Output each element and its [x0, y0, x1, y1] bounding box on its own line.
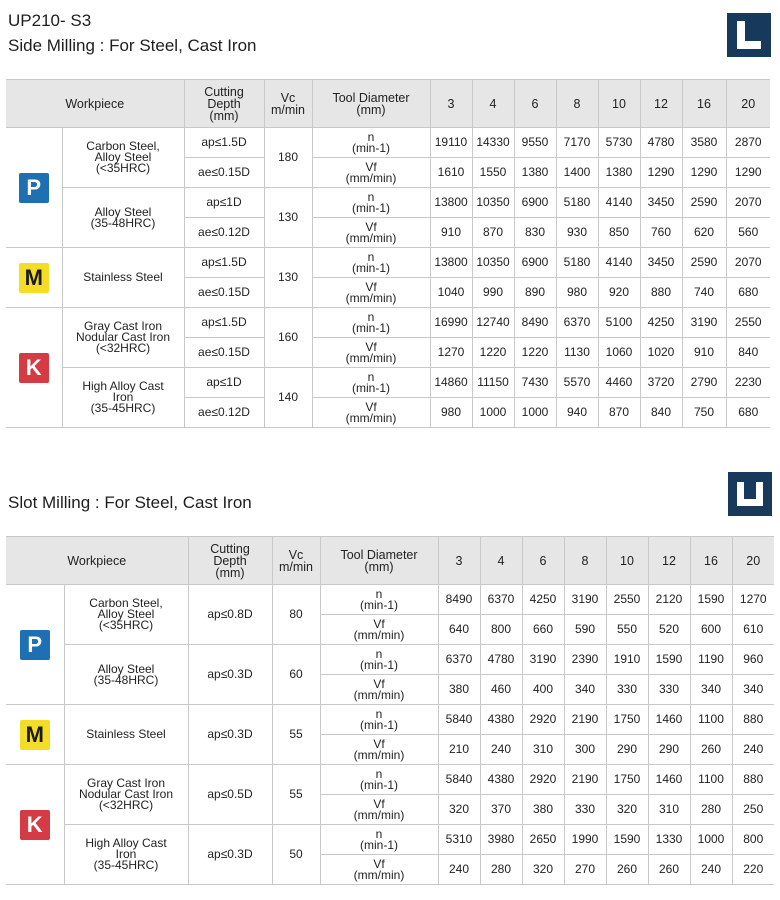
- spindle-speed-value: 6370: [438, 645, 480, 675]
- spindle-speed-value: 6370: [480, 585, 522, 615]
- workpiece-material: Alloy Steel (35-48HRC): [62, 188, 184, 248]
- feed-rate-label: Vf (mm/min): [320, 855, 438, 885]
- table-row: [6, 188, 770, 218]
- feed-rate-value: 620: [682, 218, 726, 248]
- spindle-speed-value: 8490: [438, 585, 480, 615]
- workpiece-material: Carbon Steel, Alloy Steel (<35HRC): [62, 128, 184, 188]
- feed-rate-value: 850: [598, 218, 640, 248]
- feed-rate-value: 910: [430, 218, 472, 248]
- spindle-speed-label: n (min-1): [312, 308, 430, 338]
- spindle-speed-label: n (min-1): [320, 645, 438, 675]
- feed-rate-value: 800: [480, 615, 522, 645]
- spindle-speed-value: 3190: [564, 585, 606, 615]
- spindle-speed-value: 1750: [606, 765, 648, 795]
- material-group-cell: [6, 585, 64, 705]
- spindle-speed-value: 4780: [480, 645, 522, 675]
- feed-rate-value: 610: [732, 615, 774, 645]
- feed-rate-value: 280: [480, 855, 522, 885]
- feed-rate-value: 270: [564, 855, 606, 885]
- feed-rate-value: 1000: [514, 398, 556, 428]
- spindle-speed-value: 5180: [556, 188, 598, 218]
- feed-rate-value: 920: [598, 278, 640, 308]
- feed-rate-value: 930: [556, 218, 598, 248]
- feed-rate-value: 1400: [556, 158, 598, 188]
- ap-value: ap≤0.8D: [188, 585, 272, 645]
- spindle-speed-value: 5840: [438, 765, 480, 795]
- spindle-speed-value: 3980: [480, 825, 522, 855]
- side-milling-icon: [727, 13, 771, 57]
- feed-rate-value: 260: [648, 855, 690, 885]
- spindle-speed-value: 9550: [514, 128, 556, 158]
- workpiece-material: Gray Cast Iron Nodular Cast Iron (<32HRC): [64, 765, 188, 825]
- table-row: [6, 368, 770, 398]
- spindle-speed-label: n (min-1): [320, 585, 438, 615]
- spindle-speed-value: 2070: [726, 188, 770, 218]
- feed-rate-value: 400: [522, 675, 564, 705]
- spindle-speed-value: 14330: [472, 128, 514, 158]
- feed-rate-label: Vf (mm/min): [312, 338, 430, 368]
- feed-rate-value: 560: [726, 218, 770, 248]
- diameter-header: 12: [640, 80, 682, 128]
- feed-rate-value: 1380: [598, 158, 640, 188]
- table-row: [6, 705, 774, 735]
- spindle-speed-value: 3190: [682, 308, 726, 338]
- iso-group-m-badge: M: [19, 263, 49, 293]
- feed-rate-value: 1550: [472, 158, 514, 188]
- feed-rate-value: 300: [564, 735, 606, 765]
- spindle-speed-value: 2870: [726, 128, 770, 158]
- diameter-header: 6: [514, 80, 556, 128]
- diameter-header: 20: [732, 537, 774, 585]
- spindle-speed-value: 3720: [640, 368, 682, 398]
- feed-rate-value: 380: [522, 795, 564, 825]
- feed-rate-value: 600: [690, 615, 732, 645]
- spindle-speed-value: 11150: [472, 368, 514, 398]
- vc-value: 130: [264, 248, 312, 308]
- spindle-speed-value: 2590: [682, 248, 726, 278]
- feed-rate-value: 290: [648, 735, 690, 765]
- spindle-speed-value: 2790: [682, 368, 726, 398]
- spindle-speed-value: 2920: [522, 705, 564, 735]
- vc-value: 55: [272, 705, 320, 765]
- feed-rate-value: 330: [606, 675, 648, 705]
- ap-value: ap≤0.3D: [188, 705, 272, 765]
- table-header-row: [6, 80, 770, 128]
- diameter-header: 8: [564, 537, 606, 585]
- material-group-cell: [6, 765, 64, 885]
- spindle-speed-value: 7170: [556, 128, 598, 158]
- iso-group-m-badge: M: [20, 720, 50, 750]
- spindle-speed-value: 13800: [430, 188, 472, 218]
- feed-rate-value: 680: [726, 278, 770, 308]
- diameter-header: 4: [480, 537, 522, 585]
- spindle-speed-value: 1100: [690, 705, 732, 735]
- feed-rate-value: 660: [522, 615, 564, 645]
- table-row: [6, 128, 770, 158]
- side-milling-table: [6, 79, 770, 428]
- workpiece-material: Carbon Steel, Alloy Steel (<35HRC): [64, 585, 188, 645]
- vc-value: 130: [264, 188, 312, 248]
- spindle-speed-value: 6370: [556, 308, 598, 338]
- feed-rate-label: Vf (mm/min): [312, 158, 430, 188]
- spindle-speed-value: 1460: [648, 765, 690, 795]
- feed-rate-value: 940: [556, 398, 598, 428]
- vc-value: 180: [264, 128, 312, 188]
- feed-rate-value: 640: [438, 615, 480, 645]
- feed-rate-label: Vf (mm/min): [320, 675, 438, 705]
- feed-rate-value: 220: [732, 855, 774, 885]
- spindle-speed-value: 1590: [690, 585, 732, 615]
- ap-value: ap≤1.5D: [184, 308, 264, 338]
- feed-rate-value: 260: [606, 855, 648, 885]
- feed-rate-value: 1290: [682, 158, 726, 188]
- spindle-speed-value: 14860: [430, 368, 472, 398]
- diameter-header: 6: [522, 537, 564, 585]
- spindle-speed-value: 1100: [690, 765, 732, 795]
- side-milling-title: Side Milling : For Steel, Cast Iron: [8, 36, 257, 55]
- ap-value: ap≤0.3D: [188, 645, 272, 705]
- feed-rate-value: 890: [514, 278, 556, 308]
- spindle-speed-value: 3580: [682, 128, 726, 158]
- vc-header: Vc m/min: [272, 537, 320, 585]
- slot-milling-title: Slot Milling : For Steel, Cast Iron: [8, 493, 252, 512]
- ap-value: ap≤1D: [184, 368, 264, 398]
- feed-rate-value: 380: [438, 675, 480, 705]
- diameter-header: 4: [472, 80, 514, 128]
- feed-rate-label: Vf (mm/min): [320, 615, 438, 645]
- feed-rate-value: 1000: [472, 398, 514, 428]
- tool-diameter-header: Tool Diameter (mm): [312, 80, 430, 128]
- feed-rate-value: 240: [690, 855, 732, 885]
- workpiece-header: Workpiece: [6, 537, 188, 585]
- table-row: [6, 825, 774, 855]
- iso-group-p-badge: P: [19, 173, 49, 203]
- spindle-speed-value: 1590: [648, 645, 690, 675]
- feed-rate-value: 1290: [726, 158, 770, 188]
- feed-rate-value: 980: [556, 278, 598, 308]
- workpiece-material: Gray Cast Iron Nodular Cast Iron (<32HRC): [62, 308, 184, 368]
- ae-value: ae≤0.15D: [184, 158, 264, 188]
- spindle-speed-value: 5310: [438, 825, 480, 855]
- feed-rate-value: 1290: [640, 158, 682, 188]
- feed-rate-value: 840: [640, 398, 682, 428]
- spindle-speed-value: 4380: [480, 765, 522, 795]
- table-row: [6, 585, 774, 615]
- feed-rate-value: 1270: [430, 338, 472, 368]
- table-row: [6, 645, 774, 675]
- workpiece-material: Stainless Steel: [62, 248, 184, 308]
- spindle-speed-value: 2550: [726, 308, 770, 338]
- spindle-speed-value: 3450: [640, 248, 682, 278]
- spindle-speed-value: 16990: [430, 308, 472, 338]
- feed-rate-value: 870: [472, 218, 514, 248]
- spindle-speed-value: 4380: [480, 705, 522, 735]
- feed-rate-value: 680: [726, 398, 770, 428]
- spindle-speed-label: n (min-1): [312, 368, 430, 398]
- spindle-speed-label: n (min-1): [320, 765, 438, 795]
- feed-rate-value: 320: [606, 795, 648, 825]
- spindle-speed-value: 2550: [606, 585, 648, 615]
- spindle-speed-value: 10350: [472, 188, 514, 218]
- workpiece-material: Stainless Steel: [64, 705, 188, 765]
- ap-value: ap≤1D: [184, 188, 264, 218]
- feed-rate-value: 1130: [556, 338, 598, 368]
- spindle-speed-value: 3450: [640, 188, 682, 218]
- spindle-speed-label: n (min-1): [312, 128, 430, 158]
- table-header-row: [6, 537, 774, 585]
- feed-rate-label: Vf (mm/min): [320, 735, 438, 765]
- feed-rate-value: 840: [726, 338, 770, 368]
- spindle-speed-value: 2920: [522, 765, 564, 795]
- workpiece-header: Workpiece: [6, 80, 184, 128]
- feed-rate-label: Vf (mm/min): [312, 398, 430, 428]
- feed-rate-value: 240: [480, 735, 522, 765]
- vc-value: 160: [264, 308, 312, 368]
- feed-rate-value: 1610: [430, 158, 472, 188]
- spindle-speed-value: 3190: [522, 645, 564, 675]
- vc-value: 60: [272, 645, 320, 705]
- diameter-header: 12: [648, 537, 690, 585]
- spindle-speed-value: 5180: [556, 248, 598, 278]
- spindle-speed-value: 5570: [556, 368, 598, 398]
- spindle-speed-value: 2650: [522, 825, 564, 855]
- vc-header: Vc m/min: [264, 80, 312, 128]
- feed-rate-value: 320: [438, 795, 480, 825]
- ap-value: ap≤1.5D: [184, 248, 264, 278]
- tool-diameter-header: Tool Diameter (mm): [320, 537, 438, 585]
- feed-rate-value: 310: [648, 795, 690, 825]
- spindle-speed-label: n (min-1): [320, 705, 438, 735]
- feed-rate-value: 1220: [514, 338, 556, 368]
- iso-group-k-badge: K: [20, 810, 50, 840]
- spindle-speed-value: 880: [732, 765, 774, 795]
- spindle-speed-value: 2070: [726, 248, 770, 278]
- spindle-speed-value: 2120: [648, 585, 690, 615]
- spindle-speed-value: 19110: [430, 128, 472, 158]
- spindle-speed-value: 5840: [438, 705, 480, 735]
- spindle-speed-value: 1190: [690, 645, 732, 675]
- workpiece-material: High Alloy Cast Iron (35-45HRC): [64, 825, 188, 885]
- ae-value: ae≤0.12D: [184, 218, 264, 248]
- diameter-header: 16: [690, 537, 732, 585]
- material-group-cell: [6, 128, 62, 248]
- iso-group-k-badge: K: [19, 353, 49, 383]
- slot-milling-table: [6, 536, 774, 885]
- table-row: [6, 765, 774, 795]
- feed-rate-value: 550: [606, 615, 648, 645]
- feed-rate-value: 740: [682, 278, 726, 308]
- feed-rate-value: 330: [648, 675, 690, 705]
- spindle-speed-value: 4460: [598, 368, 640, 398]
- material-group-cell: [6, 705, 64, 765]
- feed-rate-value: 1020: [640, 338, 682, 368]
- spindle-speed-value: 5730: [598, 128, 640, 158]
- iso-group-p-badge: P: [20, 630, 50, 660]
- slot-milling-icon: [728, 472, 772, 516]
- feed-rate-value: 910: [682, 338, 726, 368]
- spindle-speed-value: 1750: [606, 705, 648, 735]
- feed-rate-value: 290: [606, 735, 648, 765]
- spindle-speed-value: 2190: [564, 705, 606, 735]
- cutting-depth-header: Cutting Depth (mm): [188, 537, 272, 585]
- feed-rate-value: 310: [522, 735, 564, 765]
- feed-rate-value: 340: [690, 675, 732, 705]
- feed-rate-value: 1220: [472, 338, 514, 368]
- feed-rate-value: 240: [438, 855, 480, 885]
- spindle-speed-value: 6900: [514, 248, 556, 278]
- diameter-header: 3: [438, 537, 480, 585]
- spindle-speed-value: 5100: [598, 308, 640, 338]
- diameter-header: 10: [606, 537, 648, 585]
- vc-value: 55: [272, 765, 320, 825]
- feed-rate-value: 760: [640, 218, 682, 248]
- spindle-speed-value: 960: [732, 645, 774, 675]
- spindle-speed-value: 1460: [648, 705, 690, 735]
- feed-rate-value: 1060: [598, 338, 640, 368]
- feed-rate-value: 830: [514, 218, 556, 248]
- workpiece-material: Alloy Steel (35-48HRC): [64, 645, 188, 705]
- spindle-speed-value: 1990: [564, 825, 606, 855]
- feed-rate-value: 1380: [514, 158, 556, 188]
- material-group-cell: [6, 308, 62, 428]
- spindle-speed-label: n (min-1): [312, 248, 430, 278]
- spindle-speed-value: 10350: [472, 248, 514, 278]
- product-code: UP210- S3: [8, 11, 92, 30]
- feed-rate-value: 520: [648, 615, 690, 645]
- diameter-header: 3: [430, 80, 472, 128]
- feed-rate-label: Vf (mm/min): [320, 795, 438, 825]
- feed-rate-value: 870: [598, 398, 640, 428]
- feed-rate-value: 340: [564, 675, 606, 705]
- diameter-header: 16: [682, 80, 726, 128]
- spindle-speed-value: 4250: [522, 585, 564, 615]
- table-row: [6, 248, 770, 278]
- spindle-speed-value: 4140: [598, 248, 640, 278]
- spindle-speed-value: 2190: [564, 765, 606, 795]
- spindle-speed-value: 1000: [690, 825, 732, 855]
- feed-rate-value: 370: [480, 795, 522, 825]
- spindle-speed-value: 2230: [726, 368, 770, 398]
- diameter-header: 20: [726, 80, 770, 128]
- feed-rate-value: 330: [564, 795, 606, 825]
- ae-value: ae≤0.15D: [184, 278, 264, 308]
- diameter-header: 8: [556, 80, 598, 128]
- workpiece-material: High Alloy Cast Iron (35-45HRC): [62, 368, 184, 428]
- spindle-speed-value: 2590: [682, 188, 726, 218]
- feed-rate-value: 260: [690, 735, 732, 765]
- feed-rate-value: 590: [564, 615, 606, 645]
- spindle-speed-value: 4250: [640, 308, 682, 338]
- feed-rate-label: Vf (mm/min): [312, 278, 430, 308]
- spindle-speed-value: 4140: [598, 188, 640, 218]
- spindle-speed-value: 4780: [640, 128, 682, 158]
- spindle-speed-value: 1590: [606, 825, 648, 855]
- spindle-speed-label: n (min-1): [312, 188, 430, 218]
- feed-rate-value: 460: [480, 675, 522, 705]
- cutting-depth-header: Cutting Depth (mm): [184, 80, 264, 128]
- feed-rate-value: 250: [732, 795, 774, 825]
- vc-value: 140: [264, 368, 312, 428]
- feed-rate-value: 750: [682, 398, 726, 428]
- feed-rate-value: 880: [640, 278, 682, 308]
- spindle-speed-label: n (min-1): [320, 825, 438, 855]
- feed-rate-label: Vf (mm/min): [312, 218, 430, 248]
- spindle-speed-value: 2390: [564, 645, 606, 675]
- feed-rate-value: 320: [522, 855, 564, 885]
- material-group-cell: [6, 248, 62, 308]
- feed-rate-value: 990: [472, 278, 514, 308]
- spindle-speed-value: 800: [732, 825, 774, 855]
- ae-value: ae≤0.15D: [184, 338, 264, 368]
- diameter-header: 10: [598, 80, 640, 128]
- feed-rate-value: 240: [732, 735, 774, 765]
- feed-rate-value: 280: [690, 795, 732, 825]
- table-row: [6, 308, 770, 338]
- feed-rate-value: 1040: [430, 278, 472, 308]
- feed-rate-value: 980: [430, 398, 472, 428]
- spindle-speed-value: 6900: [514, 188, 556, 218]
- spindle-speed-value: 1330: [648, 825, 690, 855]
- vc-value: 80: [272, 585, 320, 645]
- ap-value: ap≤1.5D: [184, 128, 264, 158]
- feed-rate-value: 340: [732, 675, 774, 705]
- feed-rate-value: 210: [438, 735, 480, 765]
- spindle-speed-value: 1270: [732, 585, 774, 615]
- ap-value: ap≤0.3D: [188, 825, 272, 885]
- spindle-speed-value: 13800: [430, 248, 472, 278]
- ap-value: ap≤0.5D: [188, 765, 272, 825]
- spindle-speed-value: 7430: [514, 368, 556, 398]
- vc-value: 50: [272, 825, 320, 885]
- spindle-speed-value: 12740: [472, 308, 514, 338]
- spindle-speed-value: 8490: [514, 308, 556, 338]
- spindle-speed-value: 880: [732, 705, 774, 735]
- ae-value: ae≤0.12D: [184, 398, 264, 428]
- spindle-speed-value: 1910: [606, 645, 648, 675]
